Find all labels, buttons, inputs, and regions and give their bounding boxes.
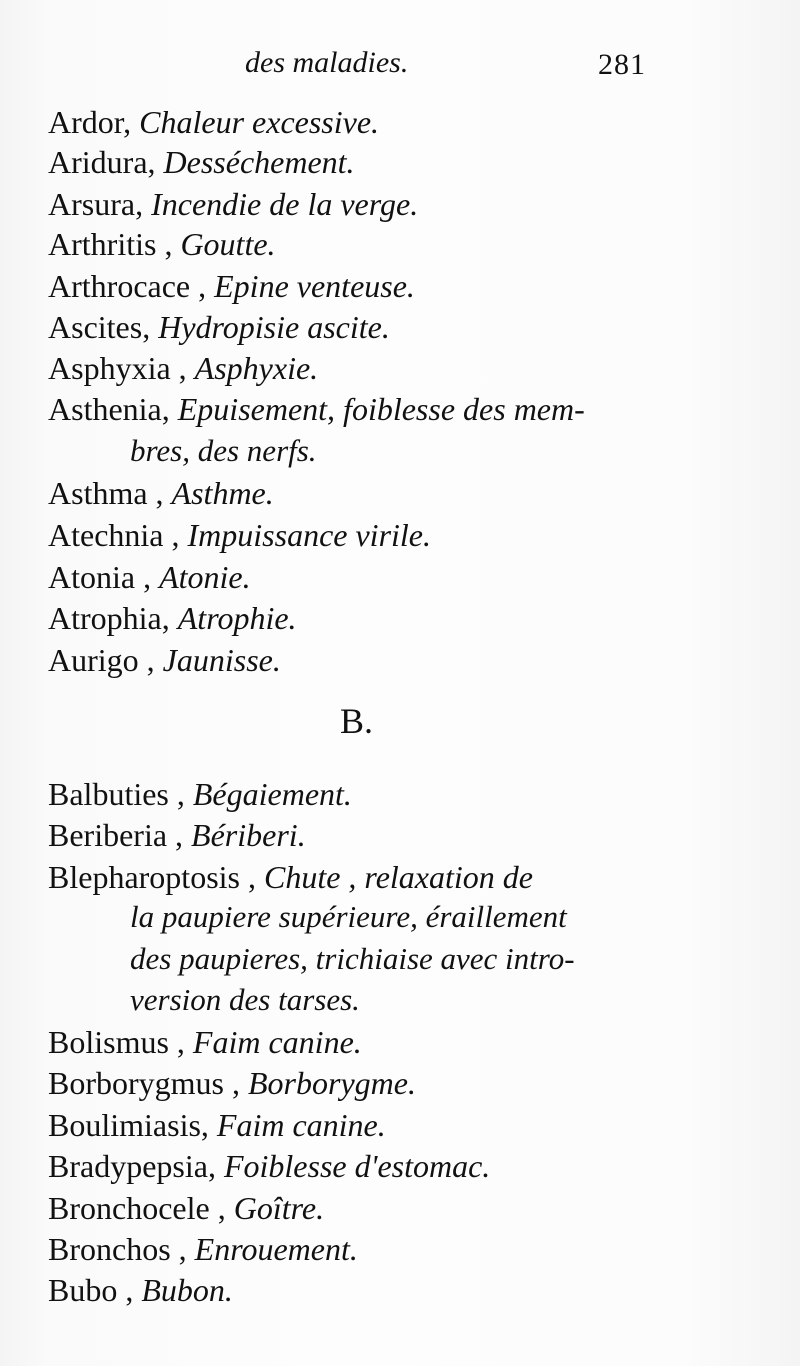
entry-term: Arthrocace: [48, 268, 191, 304]
glossary-entry: [48, 1061, 738, 1105]
entry-term: Asthma: [48, 475, 148, 511]
entry-definition: Epine venteuse.: [214, 268, 415, 304]
entry-definition: Faim canine.: [192, 1024, 362, 1060]
entry-separator: ,: [190, 268, 215, 304]
glossary-entry: [48, 387, 738, 431]
glossary-entry: [48, 596, 738, 640]
entry-definition: Bériberi.: [191, 817, 306, 853]
entry-definition: Asthme.: [171, 475, 274, 511]
entry-definition: Foiblesse d'estomac.: [223, 1148, 491, 1184]
entry-term: Balbuties: [48, 776, 169, 812]
entry-definition: Asphyxie.: [194, 350, 319, 386]
entry-separator: ,: [163, 517, 188, 553]
entry-separator: ,: [123, 104, 140, 140]
entry-separator: ,: [239, 859, 264, 895]
entry-separator: ,: [161, 600, 178, 636]
entry-term: Atrophia: [48, 600, 162, 636]
entry-term: Borborygmus: [48, 1065, 224, 1101]
glossary-entry: [48, 1186, 738, 1230]
entry-separator: ,: [168, 1024, 193, 1060]
glossary-entry: [48, 772, 738, 816]
entry-definition: Incendie de la verge.: [151, 186, 419, 222]
entry-definition: Desséchement.: [163, 144, 355, 180]
glossary-entry: [48, 182, 738, 226]
entry-separator: ,: [147, 144, 164, 180]
entry-term: Ascites: [48, 309, 143, 345]
entry-term: Atonia: [48, 559, 136, 595]
entry-definition: Bubon.: [141, 1272, 233, 1308]
entry-term: Atechnia: [48, 517, 164, 553]
entry-term: Boulimiasis: [48, 1107, 201, 1143]
entry-separator: ,: [135, 186, 152, 222]
entry-term: Bolismus: [48, 1024, 169, 1060]
entry-term: Bronchocele: [48, 1190, 210, 1226]
entry-definition: Hydropisie ascite.: [158, 309, 390, 345]
running-head-title: des maladies.: [245, 46, 409, 79]
entry-separator: ,: [170, 1231, 195, 1267]
glossary-entry: [48, 471, 738, 515]
glossary-entry: [48, 1144, 738, 1188]
entry-definition: Goître.: [233, 1190, 325, 1226]
entry-definition: Jaunisse.: [162, 642, 281, 678]
entry-definition: Bégaiement.: [192, 776, 352, 812]
glossary-entry: [48, 305, 738, 349]
entry-separator: ,: [135, 559, 160, 595]
entry-separator: ,: [209, 1190, 234, 1226]
entry-term: Asphyxia: [48, 350, 171, 386]
entry-definition: Atrophie.: [177, 600, 297, 636]
entry-definition: Chute , relaxation de: [263, 859, 533, 895]
glossary-entry: [48, 555, 738, 599]
glossary-entry: [48, 100, 738, 144]
glossary-entry: [48, 222, 738, 266]
entry-separator: ,: [156, 226, 181, 262]
glossary-entry: [48, 264, 738, 308]
entry-separator: ,: [142, 309, 159, 345]
entry-separator: ,: [138, 642, 163, 678]
entry-separator: ,: [200, 1107, 217, 1143]
entry-term: Arthritis: [48, 226, 157, 262]
entry-term: Bubo: [48, 1272, 118, 1308]
entry-separator: ,: [168, 776, 193, 812]
glossary-entry: [48, 638, 738, 682]
entry-definition: Impuissance virile.: [187, 517, 431, 553]
entry-term: Asthenia: [48, 391, 162, 427]
entry-definition: Atonie.: [159, 559, 251, 595]
glossary-entry: [48, 1103, 738, 1147]
glossary-entry: [48, 1268, 738, 1312]
glossary-entry: [48, 813, 738, 857]
entry-definition: Borborygme.: [248, 1065, 416, 1101]
glossary-entry: [48, 855, 738, 899]
glossary-entry: [48, 346, 738, 390]
entry-separator: ,: [170, 350, 195, 386]
glossary-entry: [48, 1020, 738, 1064]
glossary-entry: [48, 1227, 738, 1271]
entry-term: Beriberia: [48, 817, 168, 853]
entry-definition: Enrouement.: [194, 1231, 358, 1267]
entry-definition-continuation: version des tarses.: [130, 982, 360, 1017]
entry-term: Bradypepsia: [48, 1148, 208, 1184]
entry-separator: ,: [147, 475, 172, 511]
glossary-entry: [48, 513, 738, 557]
entry-term: Ardor: [48, 104, 124, 140]
entry-term: Blepharoptosis: [48, 859, 240, 895]
entry-definition-continuation: la paupiere supérieure, éraillement: [130, 899, 567, 934]
entry-definition: Goutte.: [180, 226, 276, 262]
entry-term: Bronchos: [48, 1231, 171, 1267]
entry-definition: Chaleur excessive.: [139, 104, 380, 140]
page-number: 281: [598, 48, 646, 81]
entry-separator: ,: [224, 1065, 248, 1101]
entry-term: Arsura: [48, 186, 136, 222]
entry-definition: Epuisement, foiblesse des mem-: [177, 391, 585, 427]
entry-term: Aurigo: [48, 642, 139, 678]
entry-separator: ,: [161, 391, 178, 427]
entry-definition-continuation: des paupieres, trichiaise avec intro-: [130, 941, 575, 976]
entry-definition: Faim canine.: [216, 1107, 386, 1143]
glossary-entry: [48, 140, 738, 184]
entry-term: Aridura: [48, 144, 148, 180]
entry-separator: ,: [117, 1272, 142, 1308]
entry-definition-continuation: bres, des nerfs.: [130, 433, 317, 468]
section-heading-b: B.: [340, 701, 374, 741]
entry-separator: ,: [207, 1148, 224, 1184]
entry-separator: ,: [167, 817, 192, 853]
